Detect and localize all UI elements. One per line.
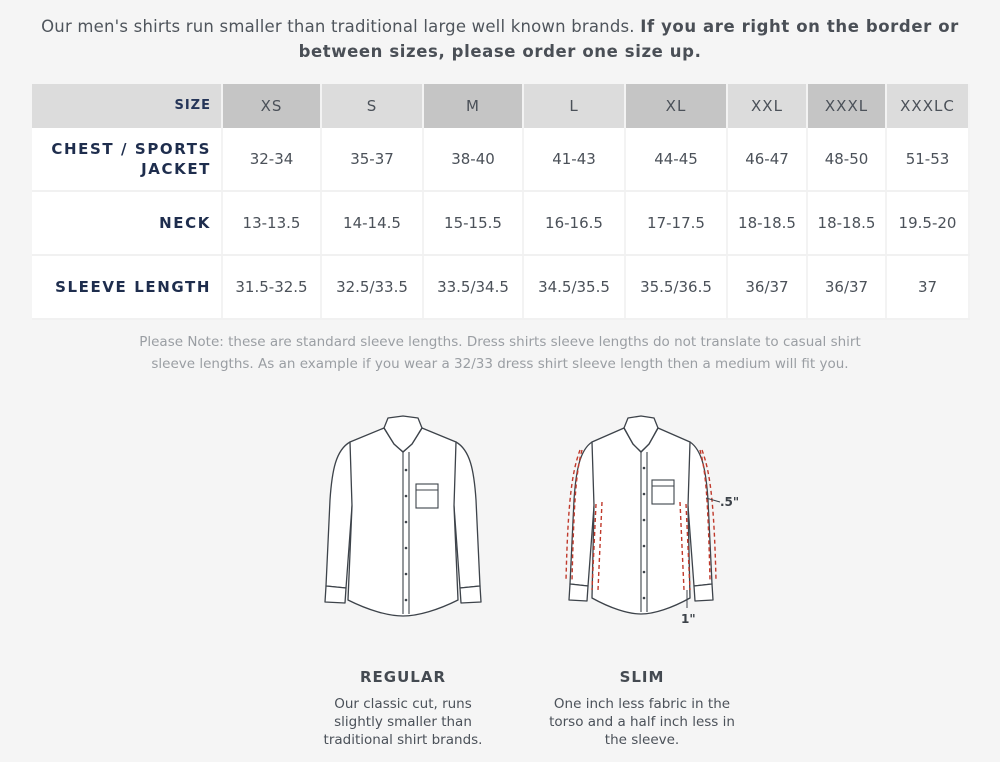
table-cell: 38-40 (423, 128, 523, 191)
table-cell: 19.5-20 (886, 191, 969, 255)
size-header-label: SIZE (32, 84, 222, 128)
table-row-sleeve (32, 255, 969, 319)
regular-fit-title: REGULAR (359, 668, 446, 686)
intro-text (0, 14, 1000, 64)
shirt-slim-icon (556, 410, 726, 622)
table-cell: 34.5/35.5 (523, 255, 625, 319)
table-cell: 32.5/33.5 (321, 255, 423, 319)
slim-fit-title: SLIM (619, 668, 665, 686)
row-label-neck: NECK (32, 191, 222, 255)
size-chart-table (32, 84, 970, 320)
size-header-row (32, 84, 969, 128)
table-cell: 14-14.5 (321, 191, 423, 255)
table-cell: 18-18.5 (807, 191, 886, 255)
regular-desc-line: traditional shirt brands. (323, 732, 483, 748)
sleeve-note (0, 331, 1000, 375)
table-cell: 15-15.5 (423, 191, 523, 255)
table-cell: 36/37 (807, 255, 886, 319)
sleeve-measure-label: .5" (720, 495, 740, 509)
size-col-header: XXL (727, 84, 807, 128)
table-cell: 37 (886, 255, 969, 319)
size-col-header: XXXLC (886, 84, 969, 128)
slim-desc-line: One inch less fabric in the (553, 696, 731, 712)
size-col-header: XL (625, 84, 727, 128)
row-label-line: JACKET (141, 160, 211, 178)
table-cell: 35.5/36.5 (625, 255, 727, 319)
note-line: Please Note: these are standard sleeve lengths. Dress shirts sleeve lengths do not translate to casual shirt (139, 334, 861, 350)
table-cell: 48-50 (807, 128, 886, 191)
table-cell: 44-45 (625, 128, 727, 191)
table-cell: 51-53 (886, 128, 969, 191)
table-row-neck (32, 191, 969, 255)
size-col-header: L (523, 84, 625, 128)
slim-desc-line: the sleeve. (604, 732, 680, 748)
intro-bold: If you are right on the border or between sizes, please order one size up. (298, 17, 959, 61)
regular-desc-line: Our classic cut, runs (334, 696, 472, 712)
slim-fit-caption (532, 668, 752, 749)
table-cell: 18-18.5 (727, 191, 807, 255)
table-cell: 32-34 (222, 128, 321, 191)
table-cell: 35-37 (321, 128, 423, 191)
size-col-header: S (321, 84, 423, 128)
row-label-line: CHEST / SPORTS (51, 140, 211, 158)
shirt-slim-drawing (556, 410, 726, 622)
table-cell: 46-47 (727, 128, 807, 191)
slim-desc-line: torso and a half inch less in (549, 714, 735, 730)
size-col-header: XS (222, 84, 321, 128)
shirt-regular-drawing (318, 410, 488, 622)
intro-plain: Our men's shirts run smaller than traditional large well known brands. (41, 17, 635, 36)
table-cell: 36/37 (727, 255, 807, 319)
table-row-chest (32, 128, 969, 191)
table-cell: 33.5/34.5 (423, 255, 523, 319)
size-col-header: M (423, 84, 523, 128)
torso-measure-label: 1" (681, 612, 696, 626)
table-cell: 16-16.5 (523, 191, 625, 255)
size-col-header: XXXL (807, 84, 886, 128)
row-label-sleeve: SLEEVE LENGTH (32, 255, 222, 319)
shirt-regular-icon (318, 410, 488, 622)
row-label-chest (32, 128, 222, 191)
table-cell: 31.5-32.5 (222, 255, 321, 319)
regular-desc-line: slightly smaller than (334, 714, 472, 730)
table-cell: 13-13.5 (222, 191, 321, 255)
note-line: sleeve lengths. As an example if you wear a 32/33 dress shirt sleeve length then a medium will fit you. (151, 356, 849, 372)
regular-fit-caption (303, 668, 503, 749)
table-cell: 17-17.5 (625, 191, 727, 255)
table-cell: 41-43 (523, 128, 625, 191)
